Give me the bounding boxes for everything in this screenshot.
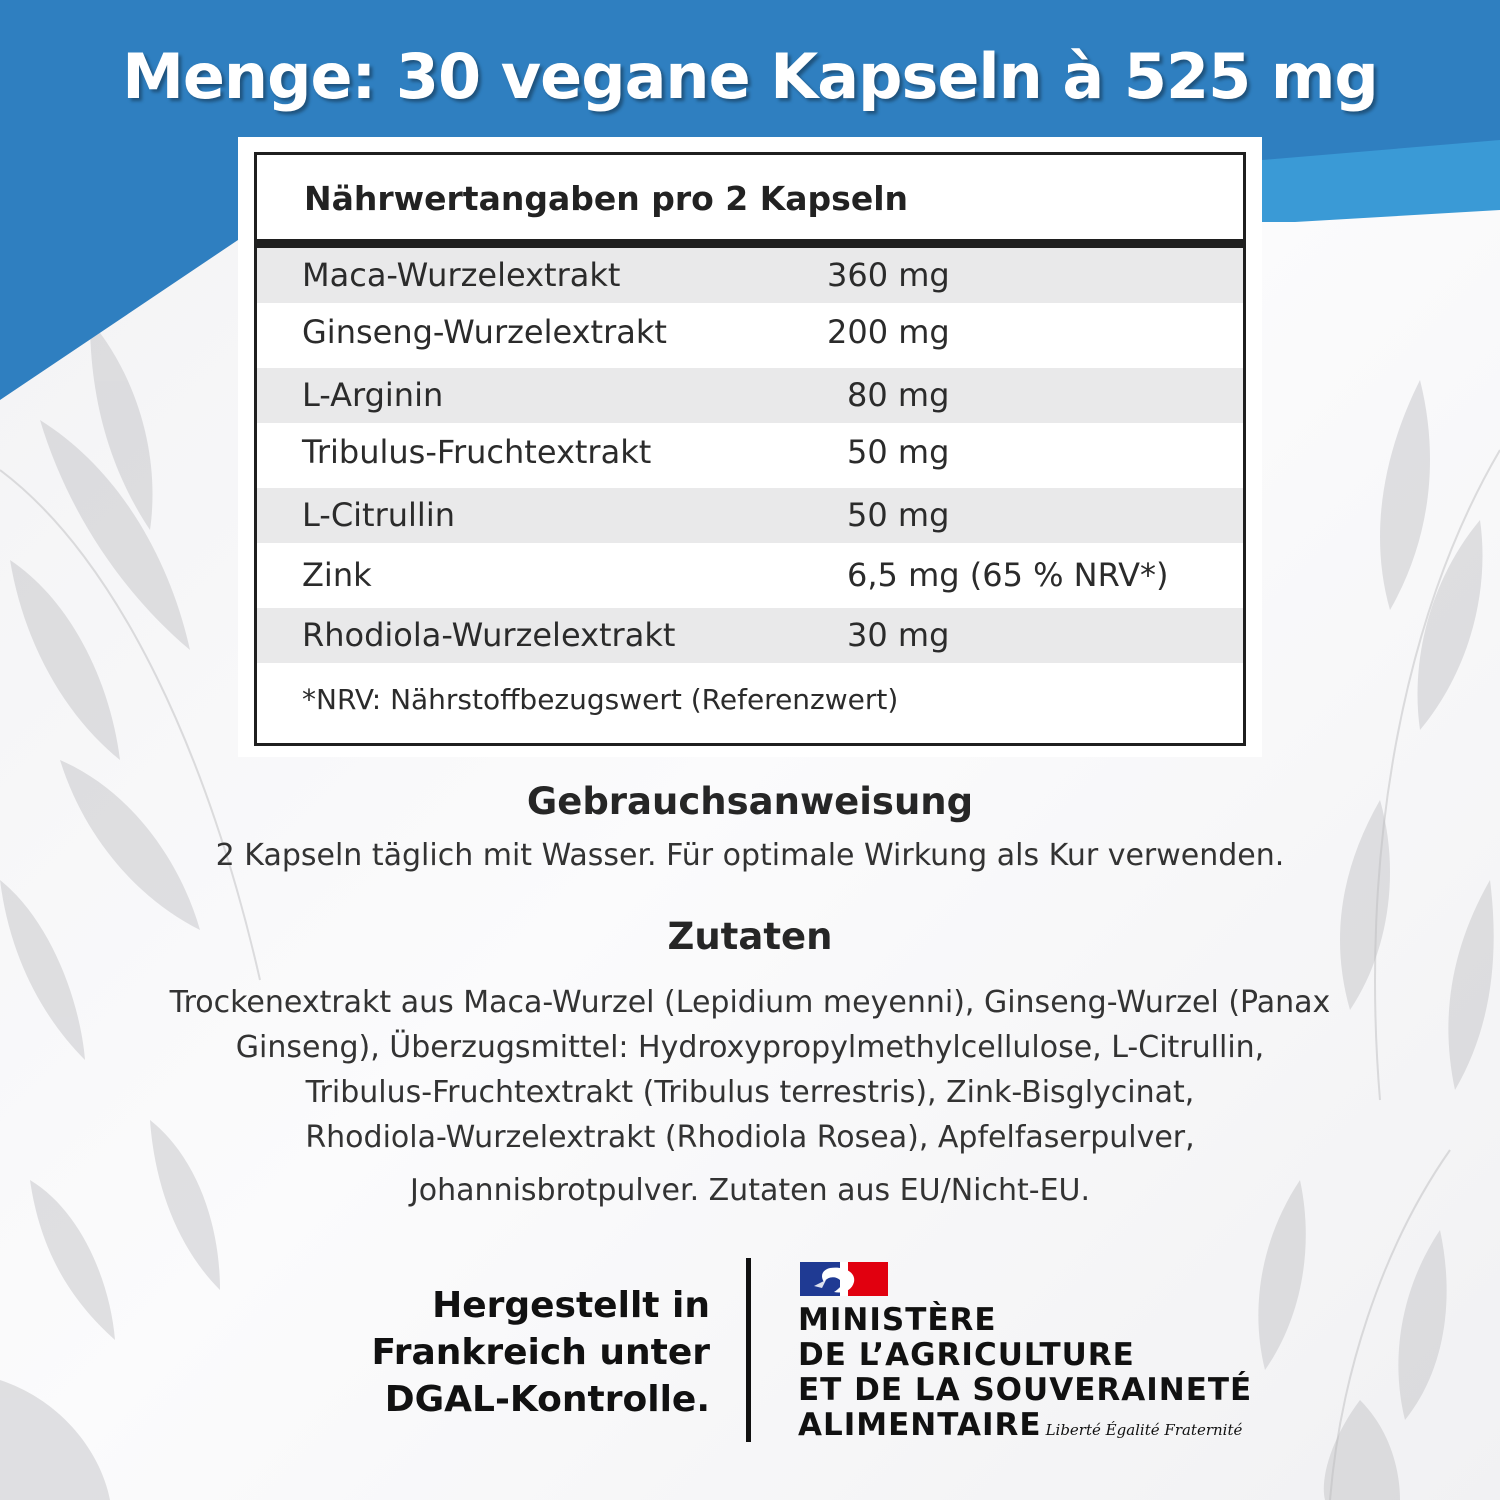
origin-statement xyxy=(340,1282,710,1423)
nutrient-amount: 50 mg xyxy=(847,433,950,471)
ingredients-line: Trockenextrakt aus Maca-Wurzel (Lepidium meyenni), Ginseng-Wurzel (Panax xyxy=(169,985,1331,1020)
page-title: Menge: 30 vegane Kapseln à 525 mg xyxy=(122,40,1378,113)
table-header-rule xyxy=(257,239,1243,248)
ingredients-line: Tribulus-Fruchtextrakt (Tribulus terrestris), Zink-Bisglycinat, xyxy=(305,1075,1195,1110)
table-row xyxy=(257,248,1243,303)
nutrient-name: Ginseng-Wurzelextrakt xyxy=(302,313,667,351)
nutrient-amount: 30 mg xyxy=(847,616,950,654)
origin-line: Hergestellt in xyxy=(432,1285,710,1326)
divider xyxy=(746,1258,751,1442)
usage-title: Gebrauchsanweisung xyxy=(526,780,974,823)
marianne-flag-logo xyxy=(800,1262,888,1296)
table-row xyxy=(257,608,1243,663)
ingredients-title: Zutaten xyxy=(667,915,833,958)
nutrient-amount: 200 mg xyxy=(827,313,950,351)
ministry-line: ET DE LA SOUVERAINETÉ xyxy=(798,1372,1253,1408)
origin-line: Frankreich unter xyxy=(371,1332,710,1373)
nutrient-amount: 360 mg xyxy=(827,256,950,294)
usage-text: 2 Kapseln täglich mit Wasser. Für optimale Wirkung als Kur verwenden. xyxy=(215,838,1285,873)
nutrient-amount: 80 mg xyxy=(847,376,950,414)
table-row xyxy=(257,425,1243,480)
table-row xyxy=(257,548,1243,603)
origin-line: DGAL-Kontrolle. xyxy=(384,1379,710,1420)
table-title: Nährwertangaben pro 2 Kapseln xyxy=(304,179,909,218)
table-row xyxy=(257,368,1243,423)
table-row xyxy=(257,488,1243,543)
nutrition-table xyxy=(254,152,1246,746)
ministry-motto: Liberté Égalité Fraternité xyxy=(1045,1421,1243,1439)
ingredients-line: Rhodiola-Wurzelextrakt (Rhodiola Rosea), Apfelfaserpulver, xyxy=(305,1120,1195,1155)
table-row xyxy=(257,305,1243,360)
ministry-line: ALIMENTAIRE xyxy=(798,1407,1042,1443)
nutrient-name: Zink xyxy=(302,556,372,594)
nutrient-name: Tribulus-Fruchtextrakt xyxy=(302,433,652,471)
ministry-line: MINISTÈRE xyxy=(798,1302,997,1338)
ministry-line: DE L’AGRICULTURE xyxy=(798,1337,1135,1373)
ingredients-line: Ginseng), Überzugsmittel: Hydroxypropylmethylcellulose, L-Citrullin, xyxy=(235,1030,1265,1065)
nutrient-amount: 6,5 mg (65 % NRV*) xyxy=(847,556,1169,594)
nutrient-amount: 50 mg xyxy=(847,496,950,534)
ministry-logo-text xyxy=(798,1303,1252,1448)
nutrient-name: L-Arginin xyxy=(302,376,444,414)
nutrient-name: Rhodiola-Wurzelextrakt xyxy=(302,616,676,654)
table-footnote: *NRV: Nährstoffbezugswert (Referenzwert) xyxy=(302,683,899,716)
ingredients-line: Johannisbrotpulver. Zutaten aus EU/Nicht-EU. xyxy=(409,1173,1091,1208)
nutrient-name: Maca-Wurzelextrakt xyxy=(302,256,621,294)
nutrient-name: L-Citrullin xyxy=(302,496,455,534)
